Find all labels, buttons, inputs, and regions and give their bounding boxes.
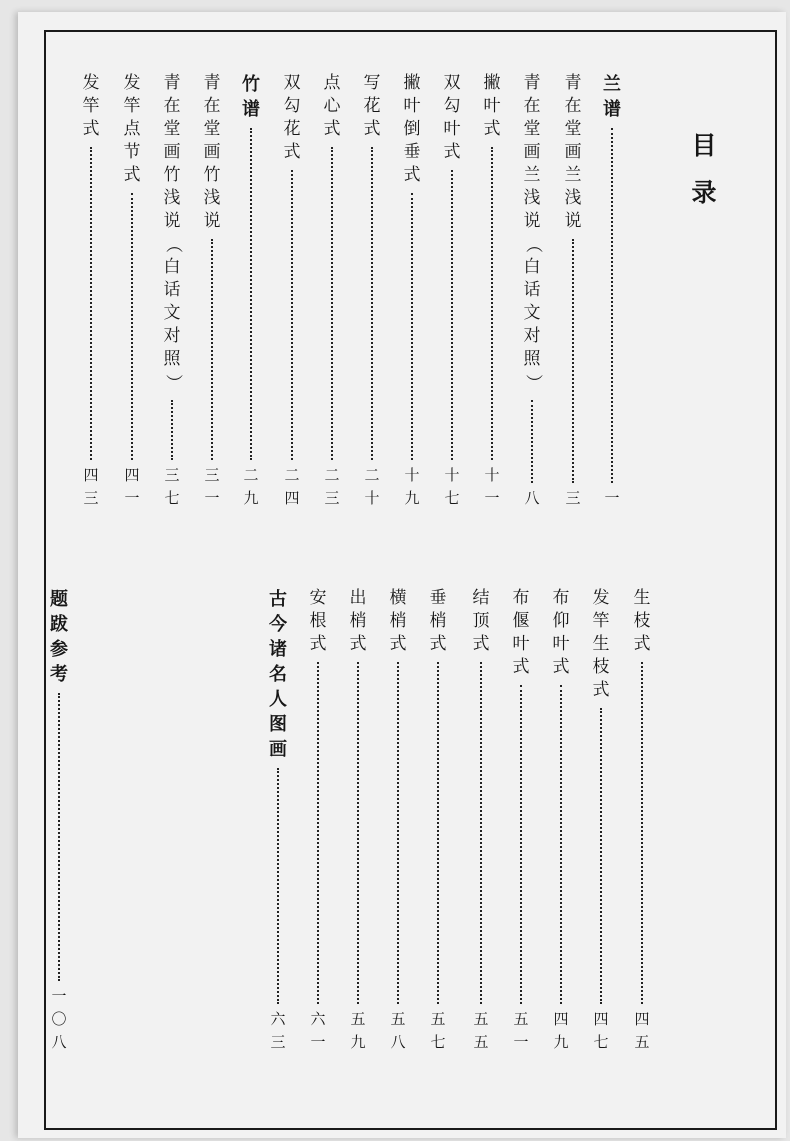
leader-dots [58,693,60,981]
toc-entry-title: 发 竿 点 节 式 [123,73,141,185]
toc-page-number: 四 一 [124,466,140,507]
toc-entry-title: 结 顶 式 [472,588,490,654]
toc-entry-title: 青 在 堂 画 竹 浅 说 [203,73,221,231]
toc-page-number: 四 五 [634,1010,650,1051]
toc-entry [159,72,185,508]
toc-entry [519,72,545,508]
toc-page-number: 二 三 [324,466,340,507]
toc-page-number: 五 七 [430,1010,446,1051]
leader-dots [131,193,133,460]
toc-page-number: 一 〇 八 [51,987,67,1051]
leader-dots [531,400,533,483]
toc-entry [359,72,385,508]
toc-page-number: 五 五 [473,1010,489,1051]
toc-page-number: 四 三 [83,466,99,507]
toc-entry-title: 竹 谱 [242,74,260,120]
toc-entry-title: 出 梢 式 [349,588,367,654]
leader-dots [211,239,213,460]
toc-section-entry [46,587,72,1052]
toc-page-number: 四 九 [553,1010,569,1051]
leader-dots [437,662,439,1004]
toc-entry-title: 题 跋 参 考 [50,589,68,685]
toc-entry-title: 双 勾 叶 式 [443,73,461,162]
toc-entry [479,72,505,508]
page-title: 目录 [688,132,717,226]
toc-entry-title: 撇 叶 式 [483,73,501,139]
toc-page-number: 一 [604,489,620,507]
page-border [44,30,777,1130]
toc-page-number: 四 七 [593,1010,609,1051]
toc-entry-title: 兰 谱 [603,74,621,120]
toc-entry [560,72,586,508]
toc-entry [345,587,371,1052]
leader-dots [171,400,173,460]
toc-section-entry [265,587,291,1052]
toc-page-number: 十 七 [444,466,460,507]
leader-dots [277,768,279,1004]
leader-dots [250,128,252,460]
toc-entry [385,587,411,1052]
leader-dots [520,685,522,1004]
toc-entry-title: 青 在 堂 画 竹 浅 说 （ 白 话 文 对 照 ） [162,73,183,391]
leader-dots [480,662,482,1004]
leader-dots [611,128,613,483]
toc-page-number: 十 九 [404,466,420,507]
toc-page-number: 二 十 [364,466,380,507]
toc-section-entry [599,72,625,508]
toc-entry [508,587,534,1052]
toc-entry [548,587,574,1052]
leader-dots [291,170,293,460]
toc-entry-title: 布 偃 叶 式 [512,588,530,677]
toc-entry [425,587,451,1052]
toc-page-number: 五 八 [390,1010,406,1051]
toc-entry-title: 垂 梢 式 [429,588,447,654]
toc-entry [319,72,345,508]
toc-entry-title: 青 在 堂 画 兰 浅 说 （ 白 话 文 对 照 ） [522,73,543,391]
toc-page-number: 二 四 [284,466,300,507]
leader-dots [90,147,92,460]
toc-entry-title: 横 梢 式 [389,588,407,654]
toc-page-number: 十 一 [484,466,500,507]
toc-page-number: 二 九 [243,466,259,507]
leader-dots [451,170,453,460]
toc-entry [78,72,104,508]
toc-entry [399,72,425,508]
leader-dots [572,239,574,483]
toc-entry-title: 生 枝 式 [633,588,651,654]
toc-entry [588,587,614,1052]
toc-page-number: 八 [524,489,540,507]
toc-page-number: 六 一 [310,1010,326,1051]
leader-dots [641,662,643,1004]
toc-entry-title: 点 心 式 [323,73,341,139]
toc-entry [119,72,145,508]
leader-dots [331,147,333,460]
toc-entry-title: 安 根 式 [309,588,327,654]
toc-entry-title: 写 花 式 [363,73,381,139]
toc-entry [439,72,465,508]
toc-page-number: 三 七 [164,466,180,507]
leader-dots [600,708,602,1004]
toc-entry-title: 青 在 堂 画 兰 浅 说 [564,73,582,231]
toc-page-number: 三 一 [204,466,220,507]
toc-entry-title: 古 今 诸 名 人 图 画 [269,589,287,760]
toc-entry-title: 双 勾 花 式 [283,73,301,162]
toc-page-number: 五 一 [513,1010,529,1051]
toc-entry [468,587,494,1052]
leader-dots [560,685,562,1004]
book-page [18,12,786,1138]
toc-entry [305,587,331,1052]
leader-dots [371,147,373,460]
leader-dots [317,662,319,1004]
toc-page-number: 五 九 [350,1010,366,1051]
toc-page-number: 六 三 [270,1010,286,1051]
toc-entry-title: 发 竿 生 枝 式 [592,588,610,700]
toc-entry [279,72,305,508]
leader-dots [491,147,493,460]
toc-page-number: 三 [565,489,581,507]
toc-entry [629,587,655,1052]
leader-dots [357,662,359,1004]
toc-entry-title: 布 仰 叶 式 [552,588,570,677]
toc-entry-title: 发 竿 式 [82,73,100,139]
leader-dots [411,193,413,460]
toc-entry [199,72,225,508]
toc-section-entry [238,72,264,508]
leader-dots [397,662,399,1004]
toc-entry-title: 撇 叶 倒 垂 式 [403,73,421,185]
